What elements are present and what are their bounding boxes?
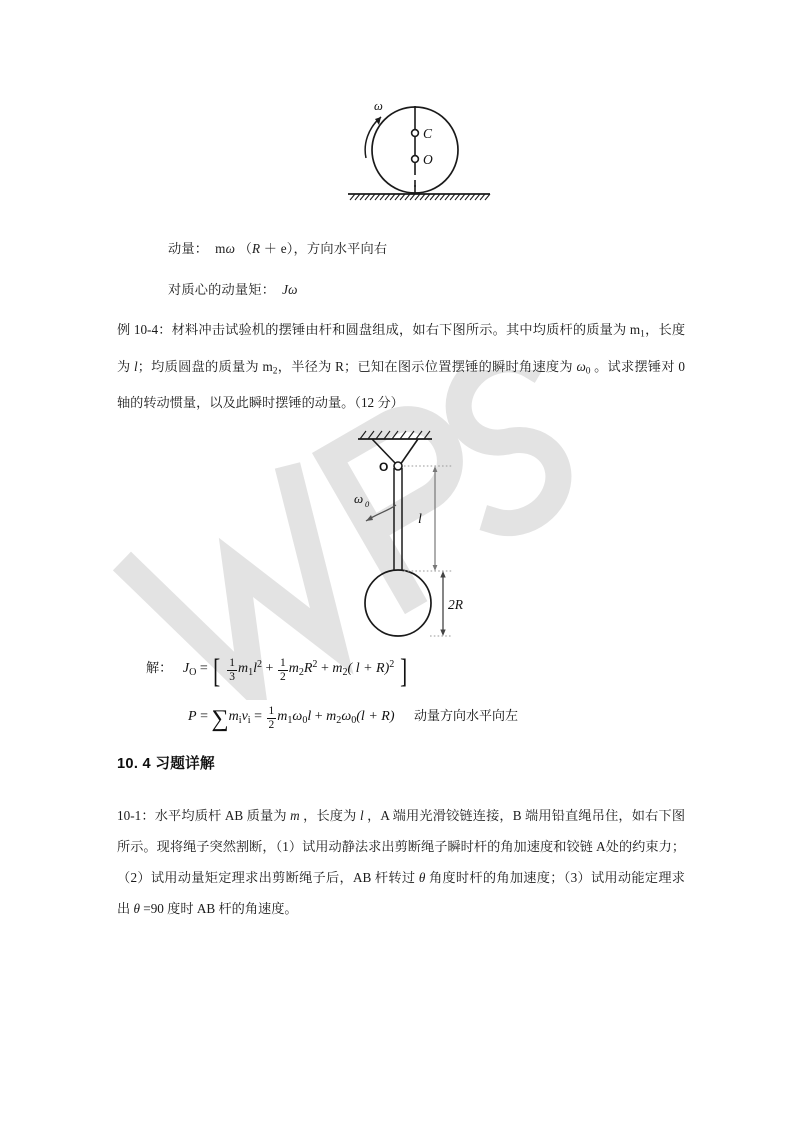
p-plus: +	[314, 709, 323, 724]
svg-text:2R: 2R	[448, 597, 463, 612]
fraction-one-half: $\frac{1}{2}$	[279, 656, 286, 683]
term3-m: m	[332, 661, 343, 676]
angular-momentum-line-paragraph	[168, 274, 298, 305]
example-sub2: 2	[272, 366, 278, 377]
problem-seg5: 处的约束力；（2）试用动量矩定理求出剪断绳子后，AB 杆转过	[117, 839, 686, 885]
example-line3: 求摆锤对 0 轴的转动惯量，以及此瞬时摆锤的动量。（12 分）	[117, 358, 686, 411]
pb-paren: (l + R)	[356, 709, 395, 724]
problem-var-theta: θ	[418, 870, 426, 885]
pa-m: m	[277, 709, 288, 724]
pa-omega: ω	[292, 709, 303, 724]
angular-momentum-omega: ω	[288, 282, 298, 297]
sum-m-sub: i	[238, 714, 242, 726]
momentum-prefix: 动量：	[168, 241, 209, 256]
problem-seg8: =90 度时 AB 杆的角速度。	[139, 901, 298, 916]
problem-10-1-paragraph	[117, 800, 685, 924]
sum-v-sub: i	[247, 714, 251, 726]
problem-var-m: m	[290, 808, 300, 823]
sum-m: m	[228, 709, 239, 724]
problem-seg7: 试用动能定理求出	[117, 870, 685, 916]
example-10-4-paragraph	[117, 314, 685, 418]
term2-var: R	[303, 661, 313, 676]
svg-text:O: O	[379, 460, 389, 474]
momentum-suffix: ，方向水平向右	[293, 241, 388, 256]
momentum-line-paragraph	[168, 233, 387, 264]
p-symbol: P	[188, 709, 197, 724]
example-sub0: 0	[585, 366, 591, 377]
pa-omega-sub: 0	[302, 714, 308, 726]
term1-pow: 2	[257, 658, 263, 670]
p-equals-2: =	[254, 709, 263, 724]
rolling-wheel-figure	[330, 92, 510, 214]
solution-label: 解：	[146, 660, 173, 675]
momentum-m: m	[215, 241, 226, 256]
term3-m-sub: 2	[342, 666, 348, 678]
svg-text:l: l	[418, 512, 422, 527]
jo-symbol: J	[182, 661, 190, 676]
plus-1: +	[265, 661, 274, 676]
pb-m-sub: 2	[336, 714, 342, 726]
example-line2b: ；均质圆盘的质量为 m	[137, 358, 273, 374]
problem-seg4: 右下图所示。现将绳子突然割断，（1）试用动静法求出剪断绳子瞬时杆的角加速度和铰链 A	[117, 808, 686, 854]
momentum-formula-p	[188, 705, 518, 731]
section-heading-10-4: 10. 4 习题详解	[117, 756, 215, 772]
pb-omega: ω	[341, 709, 352, 724]
momentum-direction-note: 动量方向水平向左	[413, 708, 518, 723]
svg-text:C: C	[423, 126, 433, 141]
jo-subscript: O	[189, 666, 197, 678]
momentum-paren: （R ＋ e）	[238, 241, 294, 256]
term1-var: l	[253, 661, 257, 676]
summation-icon: ∑	[211, 706, 229, 733]
term2-m: m	[288, 661, 299, 676]
example-sub1: 1	[640, 329, 645, 340]
angular-momentum-j: J	[282, 282, 289, 297]
svg-text:0: 0	[365, 499, 370, 509]
pendulum-hammer-figure	[330, 425, 480, 650]
pb-m: m	[326, 709, 337, 724]
momentum-omega: ω	[225, 241, 236, 256]
plus-2: +	[320, 661, 329, 676]
problem-seg6: 角度时杆的角加速度；（3）	[425, 870, 591, 885]
svg-text:ω: ω	[354, 491, 364, 506]
term2-m-sub: 2	[298, 666, 304, 678]
pb-omega-sub: 0	[351, 714, 357, 726]
problem-seg3: ，A 端用光滑铰链连接，B 端用铅直绳吊住，如	[363, 808, 646, 823]
svg-text:O: O	[423, 152, 433, 167]
problem-var-theta2: θ	[133, 901, 140, 916]
term3-paren: ( l + R)	[347, 661, 390, 676]
problem-seg1: 水平均质杆 AB 质量为	[154, 808, 291, 823]
example-line1: 材料冲击试验机的摆锤由杆和圆盘组成，如右下图所示。其中均质杆的质量为 m	[171, 322, 641, 337]
term2-pow: 2	[312, 658, 318, 670]
angular-momentum-prefix: 对质心的动量矩：	[168, 282, 276, 297]
sum-v: v	[241, 709, 248, 724]
problem-seg2: ，长度为	[299, 808, 360, 823]
example-var-omega0: ω	[576, 358, 586, 374]
example-line2c: ，半径为 R；已知在图示位置摆锤的瞬时角速度为	[277, 358, 577, 374]
term1-m-sub: 1	[248, 666, 254, 678]
term3-pow: 2	[389, 658, 395, 670]
problem-var-l: l	[359, 808, 364, 823]
term1-m: m	[237, 661, 249, 676]
svg-text:ω: ω	[374, 99, 383, 113]
fraction-one-half-p: $\frac{1}{2}$	[268, 704, 275, 731]
example-id: 例 10-4：	[117, 322, 172, 337]
pa-l: l	[307, 709, 312, 724]
jo-equals: =	[199, 661, 208, 676]
example-var-l: l	[134, 358, 138, 374]
pa-m-sub: 1	[287, 714, 293, 726]
example-line1b: ，	[644, 322, 659, 337]
problem-id: 10-1：	[117, 808, 155, 823]
example-line2d: 。试	[590, 358, 621, 374]
example-line2a: 长度为	[117, 322, 686, 374]
solution-formula-jo: 解： $J_O$ = [ $\frac{1}{3}$ $m_1l^2$ + $\frac{1}{2}$ $m_2R^2 + m_2$( l + R)$^2$ ]	[146, 652, 408, 691]
fraction-one-third: $\frac{1}{3}$	[229, 656, 235, 683]
p-equals-1: =	[200, 709, 208, 724]
